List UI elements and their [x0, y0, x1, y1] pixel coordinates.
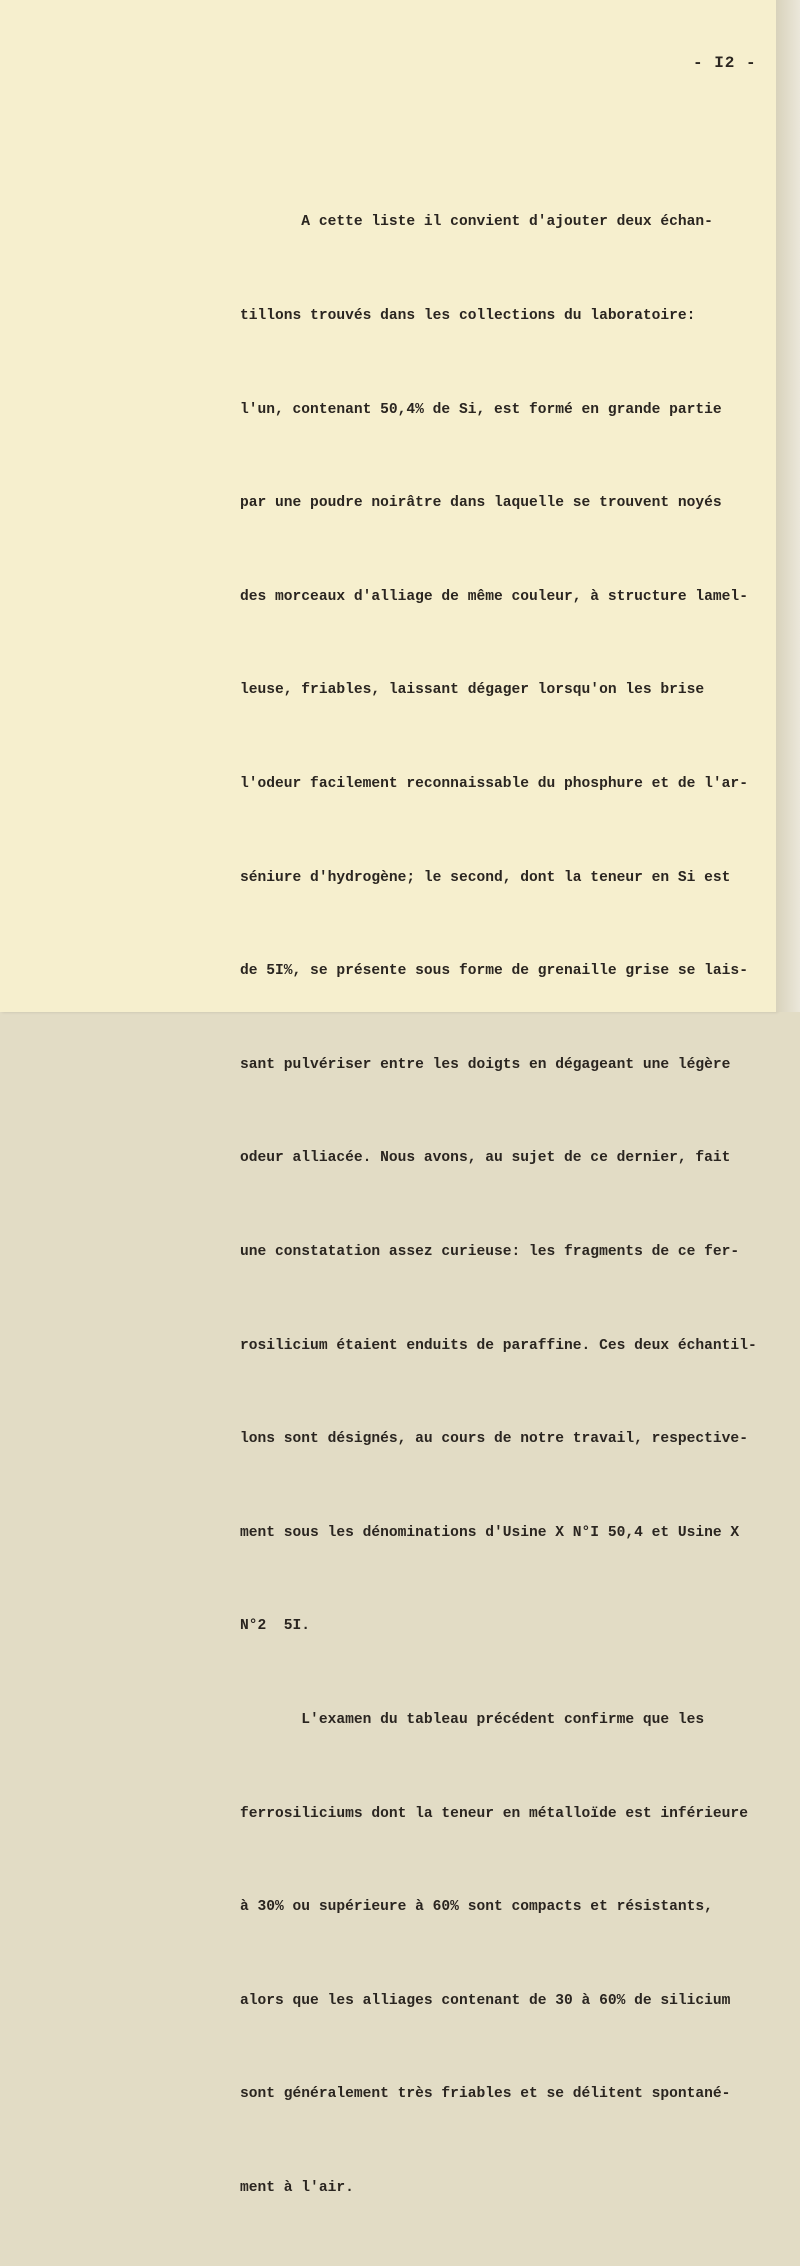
text-line-16: N°2 5I.	[240, 1618, 311, 1635]
text-line-6: leuse, friables, laissant dégager lorsqu'on les brise	[240, 682, 705, 699]
text-line-10: sant pulvériser entre les doigts en dégageant une légère	[240, 1056, 731, 1073]
text-line-17: L'examen du tableau précédent confirme que les	[240, 1711, 705, 1728]
text-line-9: de 5I%, se présente sous forme de grenaille grise se lais-	[240, 963, 748, 980]
text-line-4: par une poudre noirâtre dans laquelle se trouvent noyés	[240, 495, 722, 512]
text-line-14: lons sont désignés, au cours de notre travail, respective-	[240, 1431, 748, 1448]
text-line-15: ment sous les dénominations d'Usine X N°I 50,4 et Usine X	[240, 1524, 740, 1541]
text-line-21: sont généralement très friables et se délitent spontané-	[240, 2086, 731, 2103]
text-line-7: l'odeur facilement reconnaissable du phosphure et de l'ar-	[240, 775, 748, 792]
text-line-2: tillons trouvés dans les collections du laboratoire:	[240, 308, 696, 324]
text-line-3: l'un, contenant 50,4% de Si, est formé en grande partie	[240, 401, 722, 418]
text-line-22: ment à l'air.	[240, 2179, 354, 2196]
text-line-1: A cette liste il convient d'ajouter deux échan-	[240, 214, 713, 231]
text-line-13: rosilicium étaient enduits de paraffine. Ces deux échantil-	[240, 1337, 757, 1354]
text-line-20: alors que les alliages contenant de 30 à 60% de silicium	[240, 1992, 731, 2009]
document-body	[240, 145, 770, 2266]
text-line-18: ferrosiliciums dont la teneur en métalloïde est inférieure	[240, 1805, 748, 1822]
text-line-11: odeur alliacée. Nous avons, au sujet de ce dernier, fait	[240, 1150, 731, 1167]
page-edge	[776, 0, 800, 1012]
text-line-8: séniure d'hydrogène; le second, dont la teneur en Si est	[240, 869, 731, 886]
text-line-5: des morceaux d'alliage de même couleur, à structure lamel-	[240, 588, 748, 605]
text-line-12: une constatation assez curieuse: les fragments de ce fer-	[240, 1243, 740, 1260]
text-line-19: à 30% ou supérieure à 60% sont compacts et résistants,	[240, 1899, 713, 1916]
page-number: - I2 -	[693, 54, 757, 72]
